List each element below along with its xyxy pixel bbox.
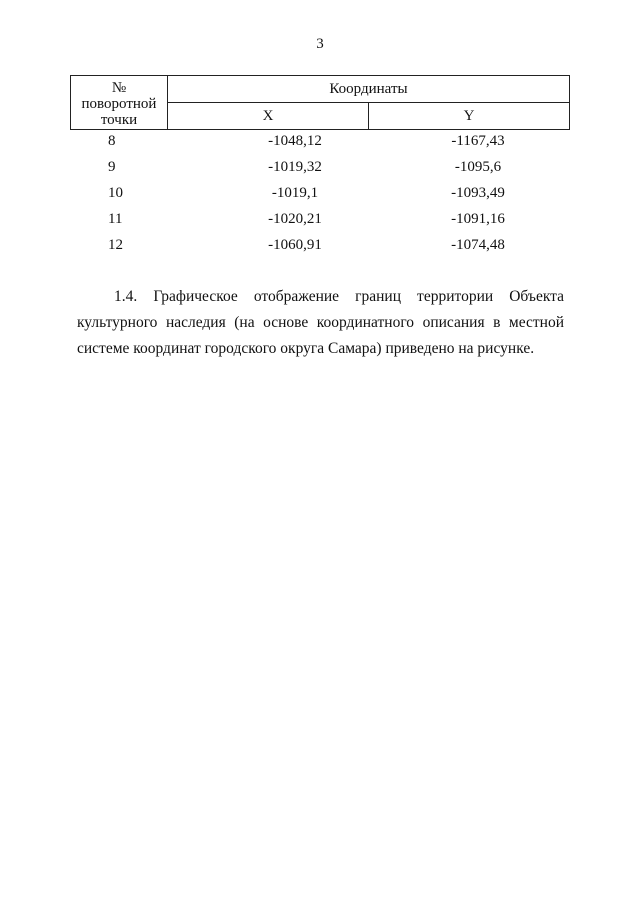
x-cell: -1048,12	[268, 132, 322, 149]
y-cell: -1167,43	[451, 132, 505, 149]
page-number: 3	[316, 36, 324, 52]
table-row	[70, 128, 570, 154]
body-paragraph: 1.4. Графическое отображение границ территории Объекта культурного наследия (на основе координатного описания в местной системе координат городского округа Самара) приведено на рисунке.	[77, 288, 564, 357]
coordinates-table-header	[70, 75, 570, 130]
table-row	[70, 232, 570, 258]
x-cell: -1060,91	[268, 236, 322, 253]
table-row	[70, 206, 570, 232]
y-column-header: Y	[369, 103, 570, 130]
y-cell: -1095,6	[454, 158, 502, 175]
table-row	[70, 154, 570, 180]
point-number-cell: 11	[108, 210, 123, 227]
table-row	[70, 180, 570, 206]
y-cell: -1093,49	[451, 184, 505, 201]
point-number-cell: 9	[108, 158, 116, 175]
x-cell: -1019,32	[268, 158, 322, 175]
coordinates-table-body	[70, 128, 570, 258]
x-column-header: X	[168, 103, 369, 130]
point-number-cell: 10	[108, 184, 123, 201]
y-cell: -1091,16	[451, 210, 505, 227]
point-number-cell: 12	[108, 236, 123, 253]
point-number-header: № поворотной точки	[71, 76, 168, 130]
coordinates-header: Координаты	[168, 76, 570, 103]
y-cell: -1074,48	[451, 236, 505, 253]
x-cell: -1019,1	[271, 184, 319, 201]
point-number-cell: 8	[108, 132, 116, 149]
x-cell: -1020,21	[268, 210, 322, 227]
